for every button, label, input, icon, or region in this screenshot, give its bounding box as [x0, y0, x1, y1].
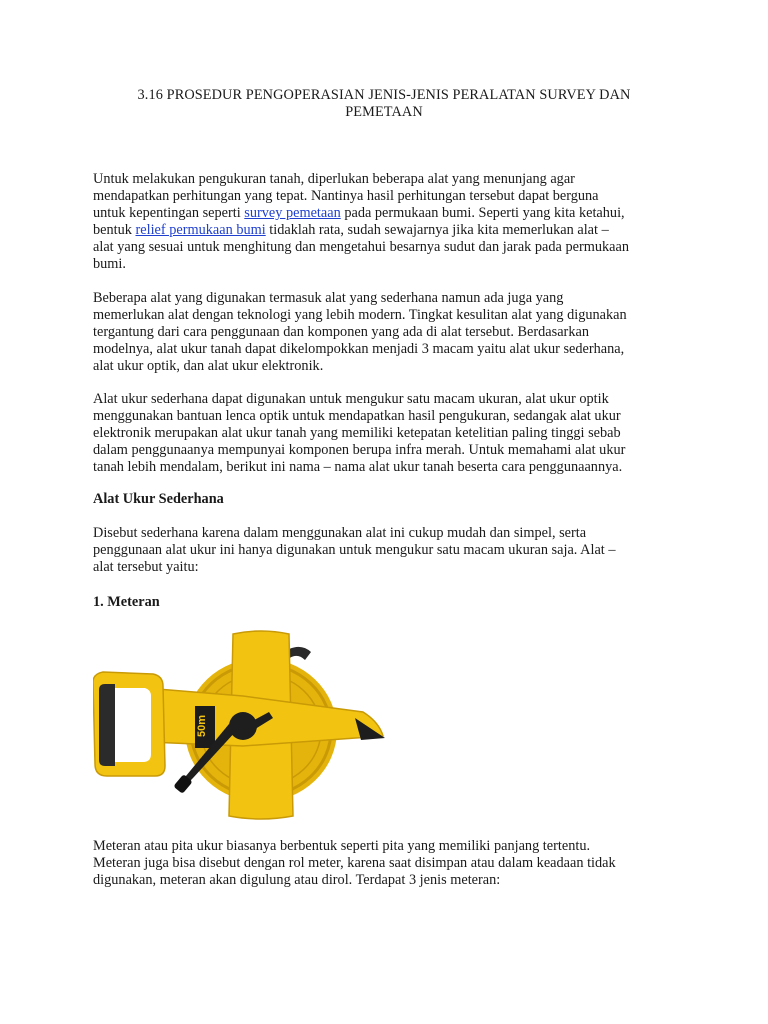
text-line: bumi. — [93, 256, 126, 272]
text-line: Alat ukur sederhana dapat digunakan untuk mengukur satu macam ukuran, alat ukur optik — [93, 391, 609, 407]
text-line: elektronik merupakan alat ukur tanah yang memiliki ketepatan ketelitian paling tinggi sebab — [93, 425, 621, 441]
intro-paragraph — [93, 171, 683, 273]
paragraph-meteran — [93, 838, 683, 889]
measuring-tape-image — [93, 626, 385, 822]
text-line: tergantung dari cara penggunaan dan komponen yang ada di alat tersebut. Berdasarkan — [93, 324, 589, 340]
paragraph-simple-tools — [93, 525, 683, 576]
text-line: modelnya, alat ukur tanah dapat dikelompokkan menjadi 3 macam yaitu alat ukur sederhana, — [93, 341, 625, 357]
text-line: Meteran atau pita ukur biasanya berbentuk seperti pita yang memiliki panjang tertentu. — [93, 838, 591, 854]
section-heading-meteran: 1. Meteran — [93, 594, 160, 610]
text-line: Meteran juga bisa disebut dengan rol meter, karena saat disimpan atau dalam keadaan tidak — [93, 855, 616, 871]
text-line: alat tersebut yaitu: — [93, 559, 199, 575]
text-line: menggunakan bantuan lenca optik untuk mendapatkan hasil pengukuran, sedangak alat ukur — [93, 408, 621, 424]
text-run: tidaklah rata, sudah sewajarnya jika kita memerlukan alat – — [265, 222, 609, 238]
tape-length-label: 50m — [196, 714, 208, 738]
text-line — [93, 222, 683, 239]
page-title — [93, 87, 675, 121]
text-run: bentuk — [93, 222, 136, 238]
text-line: memerlukan alat dengan teknologi yang lebih modern. Tingkat kesulitan alat yang digunakan — [93, 307, 627, 323]
paragraph-tools-description — [93, 391, 683, 476]
text-run: untuk kepentingan seperti — [93, 205, 245, 221]
text-line: alat ukur optik, dan alat ukur elektronik. — [93, 358, 324, 374]
paragraph-tools-types — [93, 290, 683, 375]
text-line: Untuk melakukan pengukuran tanah, diperlukan beberapa alat yang menunjang agar — [93, 171, 575, 187]
handle-grip — [99, 684, 115, 766]
survey-pemetaan-link[interactable]: survey pemetaan — [244, 205, 341, 221]
text-line — [93, 205, 683, 222]
text-line: mendapatkan perhitungan yang tepat. Nantinya hasil perhitungan tersebut dapat berguna — [93, 188, 599, 204]
text-line: Beberapa alat yang digunakan termasuk alat yang sederhana namun ada juga yang — [93, 290, 564, 306]
text-line: alat yang sesuai untuk menghitung dan mengetahui besarnya sudut dan jarak pada permukaan — [93, 239, 629, 255]
text-line: digunakan, meteran akan digulung atau dirol. Terdapat 3 jenis meteran: — [93, 872, 501, 888]
text-line: penggunaan alat ukur ini hanya digunakan untuk mengukur satu macam ukuran saja. Alat – — [93, 542, 616, 558]
text-line: Disebut sederhana karena dalam menggunakan alat ini cukup mudah dan simpel, serta — [93, 525, 587, 541]
relief-permukaan-bumi-link[interactable]: relief permukaan bumi — [135, 222, 266, 238]
text-line: tanah lebih mendalam, berikut ini nama – nama alat ukur tanah beserta cara penggunaannya. — [93, 459, 623, 475]
section-heading-simple-tools: Alat Ukur Sederhana — [93, 491, 224, 507]
title-line-2: PEMETAAN — [345, 104, 423, 120]
text-run: pada permukaan bumi. Seperti yang kita ketahui, — [340, 205, 625, 221]
text-line: dalam penggunaanya mempunyai komponen berupa infra merah. Untuk memahami alat ukur — [93, 442, 626, 458]
title-line-1: 3.16 PROSEDUR PENGOPERASIAN JENIS-JENIS PERALATAN SURVEY DAN — [137, 87, 631, 103]
